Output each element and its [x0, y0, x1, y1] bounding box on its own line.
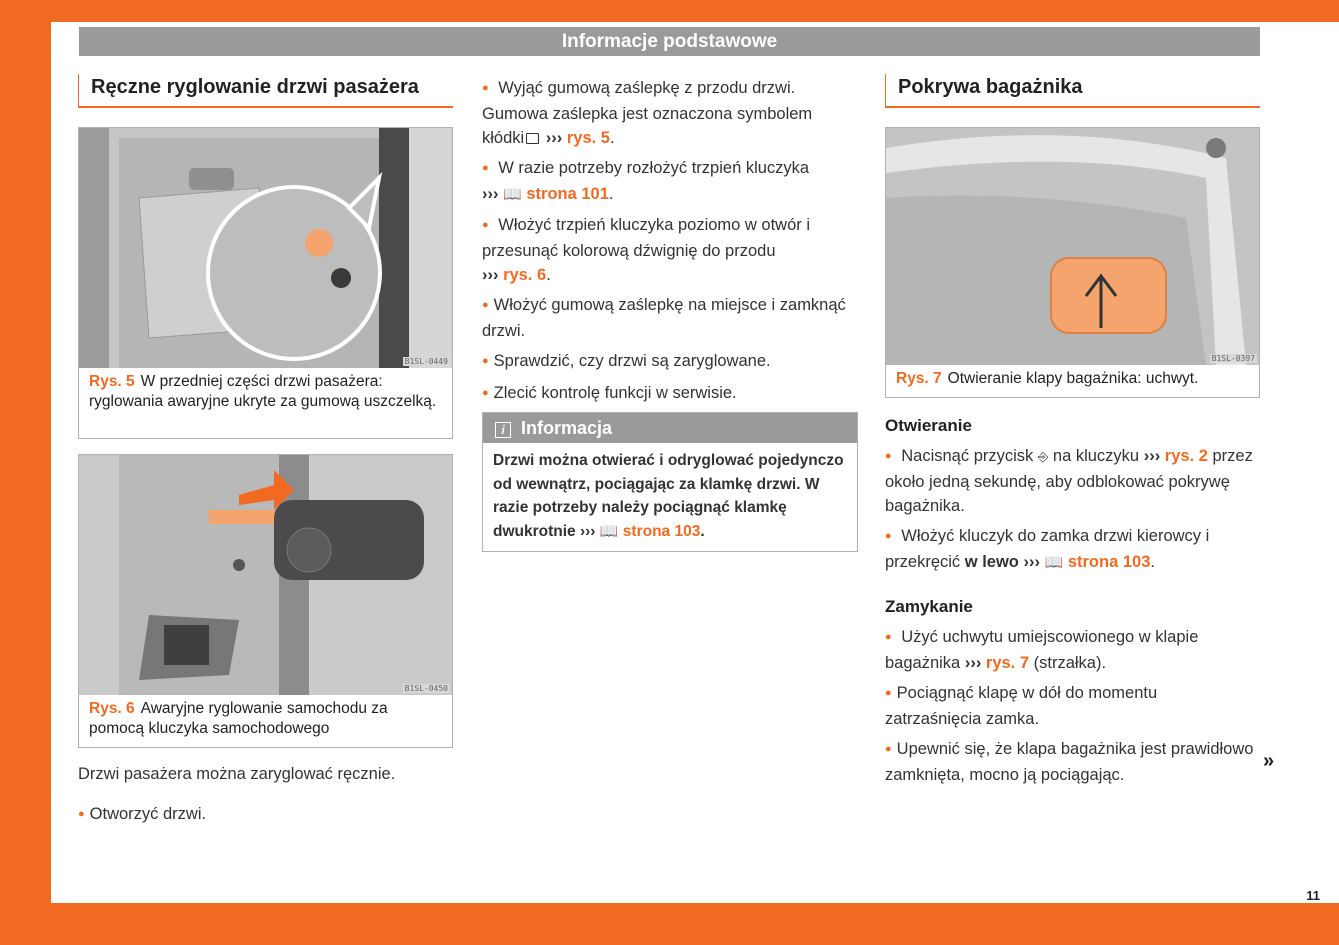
caption-text: Otwieranie klapy bagażnika: uchwyt.	[947, 370, 1199, 387]
bullet-text: Włożyć kluczyk do zamka drzwi kierowcy i przekręcić	[885, 527, 1210, 571]
key-lock-image	[79, 455, 452, 695]
ref-link[interactable]: strona 103	[622, 522, 701, 540]
ref-arrows: ›››	[1143, 447, 1161, 465]
list-item	[482, 293, 858, 343]
bullet-text: na kluczyku	[1052, 447, 1140, 465]
left-text	[78, 762, 453, 834]
continue-marker: »	[1263, 750, 1275, 772]
ref-arrows: ›››	[964, 654, 982, 672]
bullet-text: Zlecić kontrolę funkcji w serwisie.	[493, 384, 737, 402]
bullet-bold-text: w lewo	[964, 553, 1019, 571]
car-key-icon: ⎆	[1037, 449, 1049, 464]
figure-code: B1SL-0450	[404, 684, 448, 693]
section-heading-trunk-lid: Pokrywa bagażnika	[885, 74, 1260, 108]
book-icon: 📖	[1044, 554, 1064, 571]
ref-link[interactable]: rys. 2	[1164, 447, 1208, 465]
figure-7	[885, 127, 1260, 398]
figure-code: B1SL-0397	[1211, 354, 1255, 363]
list-item: ● Wyjąć gumową zaślepkę z przodu drzwi. Gumowa zaślepka jest oznaczona symbolem kłódki ››› rys. 5.	[482, 76, 858, 150]
list-item	[885, 737, 1255, 787]
ref-arrows: ›››	[482, 185, 499, 203]
info-box	[482, 412, 858, 552]
page-number: 11	[1306, 888, 1320, 903]
padlock-icon	[526, 133, 539, 144]
caption-text: Awaryjne ryglowanie samochodu za pomocą kluczyka samochodowego	[89, 700, 388, 737]
bullet-text: przez około jedną sekundę, aby odblokować pokrywę bagażnika.	[885, 447, 1253, 515]
list-item	[885, 681, 1255, 731]
list-item	[482, 349, 858, 375]
ref-link[interactable]: rys. 6	[503, 266, 547, 284]
key-lock-illustration	[79, 455, 452, 695]
ref-link[interactable]: strona 103	[1067, 553, 1151, 571]
book-icon: 📖	[599, 522, 619, 540]
figure-label: Rys. 6	[89, 700, 135, 717]
info-icon: i	[495, 422, 511, 438]
bullet-text: Upewnić się, że klapa bagażnika jest prawidłowo zamknięta, mocno ją pociągając.	[885, 740, 1254, 784]
info-text: Drzwi można otwierać i odryglować pojedynczo od wewnątrz, pociągając za klamkę drzwi. W razie potrzeby należy pociągnąć klamkę dwukrotnie	[493, 452, 844, 540]
list-item	[885, 625, 1255, 675]
figure-5-caption	[79, 368, 452, 418]
ref-arrows: ›››	[482, 266, 499, 284]
bullet-text: Włożyć gumową zaślepkę na miejsce i zamknąć drzwi.	[482, 296, 846, 340]
figure-label: Rys. 7	[896, 370, 942, 387]
info-title: Informacja	[521, 418, 613, 438]
ref-link[interactable]: strona 101	[526, 185, 609, 203]
bullet-text: Pociągnąć klapę w dół do momentu zatrzaśnięcia zamka.	[885, 684, 1158, 728]
trunk-illustration	[886, 128, 1259, 365]
caption-text: W przedniej części drzwi pasażera: ryglowania awaryjne ukryte za gumową uszczelką.	[89, 373, 437, 410]
ref-arrows: ›››	[579, 522, 596, 540]
left-column	[78, 74, 453, 108]
right-column	[885, 74, 1260, 108]
list-item	[482, 381, 858, 407]
figure-6-caption	[79, 695, 452, 745]
list-item	[78, 802, 453, 828]
book-icon: 📖	[503, 186, 522, 203]
bullet-text: (strzałka).	[1033, 654, 1107, 672]
figure-code: B1SL-0449	[404, 357, 448, 366]
ref-link[interactable]: rys. 7	[985, 654, 1030, 672]
list-item: ● Włożyć kluczyk do zamka drzwi kierowcy i przekręcić w lewo ››› 📖 strona 103.	[885, 524, 1255, 575]
subheading-closing: Zamykanie	[885, 597, 973, 616]
middle-column	[482, 76, 858, 413]
list-item: ● Włożyć trzpień kluczyka poziomo w otwór i przesunąć kolorową dźwignię do przodu ››› rys. 6.	[482, 213, 858, 287]
ref-arrows: ›››	[545, 129, 563, 147]
info-header	[483, 413, 857, 443]
bullet-text: Otworzyć drzwi.	[89, 805, 207, 823]
section-heading-manual-lock: Ręczne ryglowanie drzwi pasażera	[78, 74, 453, 108]
figure-6	[78, 454, 453, 748]
header-bar: Informacje podstawowe	[79, 27, 1260, 56]
info-body: Drzwi można otwierać i odryglować pojedynczo od wewnątrz, pociągając za klamkę drzwi. W razie potrzeby należy pociągnąć klamkę dwukrotnie ››› 📖 strona 103.	[493, 452, 844, 540]
ref-link[interactable]: rys. 5	[566, 129, 610, 147]
list-item	[885, 444, 1255, 518]
door-lock-illustration	[79, 128, 452, 368]
bullet-text: W razie potrzeby rozłożyć trzpień kluczyka	[498, 159, 810, 177]
subheading-opening: Otwieranie	[885, 416, 972, 435]
bullet-text: Nacisnąć przycisk	[901, 447, 1034, 465]
bullet-text: Sprawdzić, czy drzwi są zaryglowane.	[493, 352, 771, 370]
bullet-text: Wyjąć gumową zaślepkę z przodu drzwi. Gumowa zaślepka jest oznaczona symbolem kłódki	[482, 79, 813, 147]
bullet-text: Użyć uchwytu umiejscowionego w klapie bagażnika	[885, 628, 1199, 672]
intro-text: Drzwi pasażera można zaryglować ręcznie.	[78, 765, 396, 783]
figure-7-caption	[886, 365, 1259, 395]
page	[51, 22, 1339, 903]
list-item: ● W razie potrzeby rozłożyć trzpień kluczyka ››› 📖 strona 101.	[482, 156, 858, 207]
door-lock-image	[79, 128, 452, 368]
ref-arrows: ›››	[1023, 553, 1040, 571]
trunk-image	[886, 128, 1259, 365]
bullet-text: Włożyć trzpień kluczyka poziomo w otwór i przesunąć kolorową dźwignię do przodu	[482, 216, 811, 260]
figure-5	[78, 127, 453, 439]
right-text	[885, 402, 1255, 793]
figure-label: Rys. 5	[89, 373, 135, 390]
